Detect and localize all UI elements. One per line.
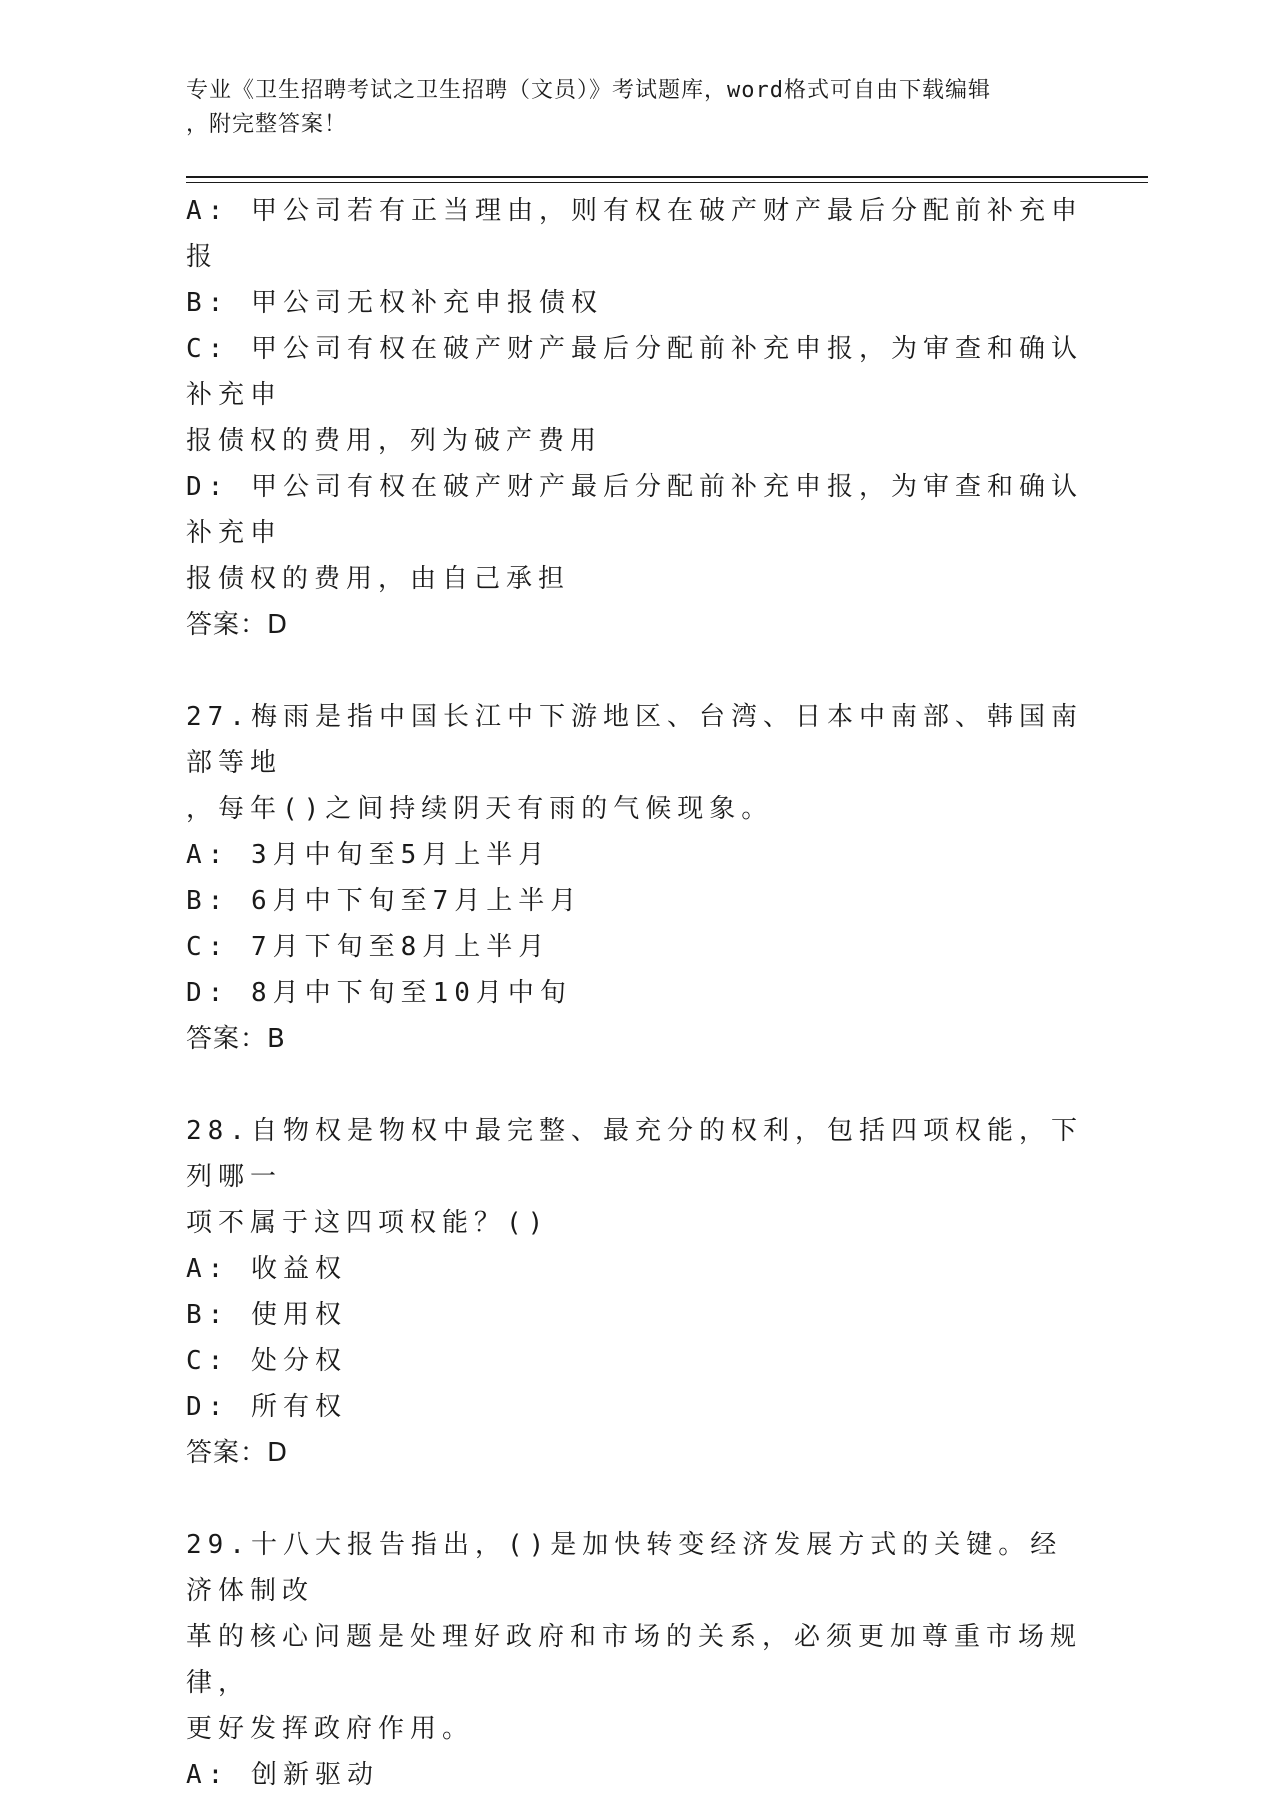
question-28 [186,1108,1086,1476]
document-header [186,74,1066,142]
answer: 答案：D [186,610,289,640]
header-line-1: 专业《卫生招聘考试之卫生招聘（文员）》考试题库，word格式可自由下载编辑 [186,78,991,103]
header-line-2: ，附完整答案！ [186,112,348,137]
header-divider-thick [186,176,1148,178]
question-26 [186,188,1086,648]
option-b: B: 使用权 [186,1300,347,1330]
option-d: D: 所有权 [186,1392,347,1422]
question-stem-cont: ，每年()之间持续阴天有雨的气候现象。 [186,794,774,824]
option-b: B: 6月中下旬至7月上半月 [186,886,583,916]
question-stem: 29.十八大报告指出，()是加快转变经济发展方式的关键。经济体制改 [186,1530,1063,1606]
option-d: D: 8月中下旬至10月中旬 [186,978,572,1008]
answer: 答案：B [186,1024,286,1054]
question-stem: 28.自物权是物权中最完整、最充分的权利，包括四项权能，下列哪一 [186,1116,1083,1192]
option-d-cont: 报债权的费用，由自己承担 [186,564,571,594]
question-27 [186,694,1086,1062]
option-c: C: 处分权 [186,1346,347,1376]
option-a: A: 3月中旬至5月上半月 [186,840,551,870]
question-stem-cont: 项不属于这四项权能？() [186,1208,550,1238]
option-d: D: 甲公司有权在破产财产最后分配前补充申报，为审查和确认补充申 [186,472,1083,548]
option-a: A: 收益权 [186,1254,347,1284]
header-divider-thin [186,182,1148,183]
option-b: B: 甲公司无权补充申报债权 [186,288,603,318]
question-29 [186,1522,1086,1798]
question-list [186,188,1086,1798]
option-a: A: 创新驱动 [186,1760,379,1790]
question-stem-cont-2: 更好发挥政府作用。 [186,1714,475,1744]
option-c-cont: 报债权的费用，列为破产费用 [186,426,603,456]
question-stem: 27.梅雨是指中国长江中下游地区、台湾、日本中南部、韩国南部等地 [186,702,1083,778]
question-stem-cont: 革的核心问题是处理好政府和市场的关系，必须更加尊重市场规律， [186,1622,1083,1698]
option-a: A: 甲公司若有正当理由，则有权在破产财产最后分配前补充申报 [186,196,1083,272]
option-c: C: 7月下旬至8月上半月 [186,932,551,962]
answer: 答案：D [186,1438,289,1468]
option-c: C: 甲公司有权在破产财产最后分配前补充申报，为审查和确认补充申 [186,334,1083,410]
